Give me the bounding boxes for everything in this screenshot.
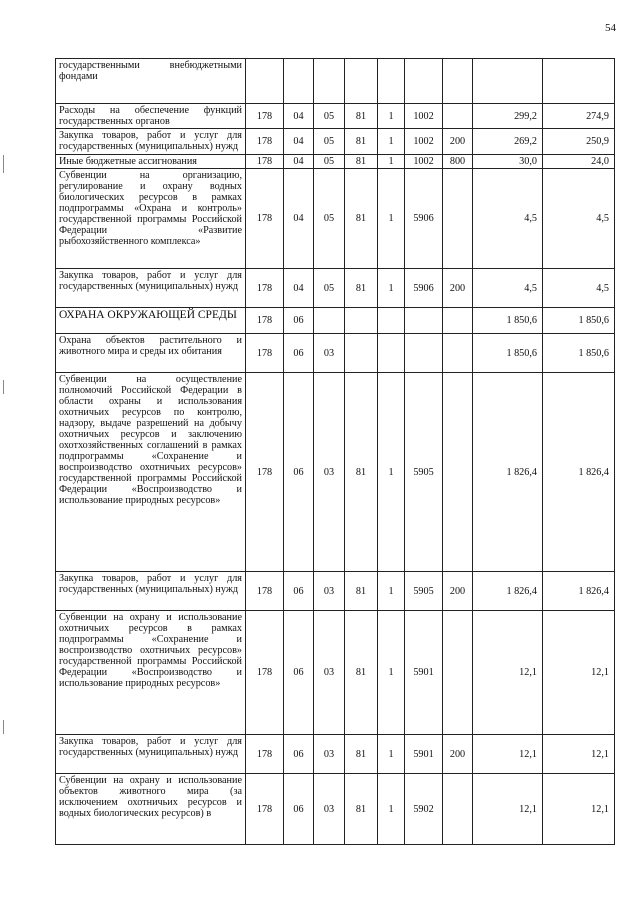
subsection-code-cell: 03: [314, 735, 345, 774]
expense-type-cell: 200: [443, 129, 473, 155]
row-name-cell: Расходы на обеспечение функций государственных органов: [56, 104, 246, 129]
subsection-code-cell: 03: [314, 373, 345, 572]
table-row: [56, 169, 615, 269]
row-name-cell: Закупка товаров, работ и услуг для государственных (муниципальных) нужд: [56, 269, 246, 308]
row-name-cell: Закупка товаров, работ и услуг для государственных (муниципальных) нужд: [56, 572, 246, 611]
subprogram-code-cell: 1: [378, 572, 405, 611]
table-row: [56, 308, 615, 334]
table-row: [56, 373, 615, 572]
amount-cell-1: 12,1: [473, 611, 543, 735]
section-code-cell: 06: [284, 611, 314, 735]
amount-cell-1: 299,2: [473, 104, 543, 129]
article-code-cell: 5906: [405, 169, 443, 269]
amount-cell-2: 1 850,6: [543, 308, 615, 334]
table-row: [56, 735, 615, 774]
amount-cell-2: 24,0: [543, 155, 615, 169]
program-code-cell: 81: [345, 269, 378, 308]
subprogram-code-cell: [378, 334, 405, 373]
amount-cell-1: 1 850,6: [473, 308, 543, 334]
code-cell: 178: [246, 373, 284, 572]
section-code-cell: 06: [284, 308, 314, 334]
program-code-cell: [345, 59, 378, 104]
budget-table: [55, 58, 615, 845]
table-body: [56, 59, 615, 845]
row-name-cell: Охрана объектов растительного и животного мира и среды их обитания: [56, 334, 246, 373]
subsection-code-cell: 05: [314, 169, 345, 269]
subsection-code-cell: [314, 308, 345, 334]
amount-cell-2: [543, 59, 615, 104]
expense-type-cell: [443, 169, 473, 269]
code-cell: 178: [246, 308, 284, 334]
row-name-cell: ОХРАНА ОКРУЖАЮЩЕЙ СРЕДЫ: [56, 308, 246, 334]
subprogram-code-cell: 1: [378, 735, 405, 774]
article-code-cell: [405, 308, 443, 334]
scan-edge-mark: [3, 380, 4, 394]
table-row: [56, 59, 615, 104]
subprogram-code-cell: [378, 308, 405, 334]
table-row: [56, 155, 615, 169]
amount-cell-1: 1 826,4: [473, 572, 543, 611]
program-code-cell: 81: [345, 373, 378, 572]
program-code-cell: 81: [345, 572, 378, 611]
amount-cell-1: 12,1: [473, 774, 543, 845]
subsection-code-cell: 03: [314, 774, 345, 845]
table-row: [56, 572, 615, 611]
table-row: [56, 104, 615, 129]
code-cell: 178: [246, 334, 284, 373]
subprogram-code-cell: 1: [378, 129, 405, 155]
amount-cell-2: 274,9: [543, 104, 615, 129]
article-code-cell: [405, 334, 443, 373]
row-name-cell: Субвенции на осуществление полномочий Российской Федерации в области охраны и использования охотничьих ресурсов по контролю, надзору, выдаче разрешений на добычу охотничьих ресурсов и заключению охотхозяйственных соглашений в рамках подпрограммы «Сохранение и воспроизводство охотничьих ресурсов» государственной программы Российской Федерации «Воспроизводство и использование природных ресурсов»: [56, 373, 246, 572]
subsection-code-cell: 03: [314, 334, 345, 373]
code-cell: [246, 59, 284, 104]
amount-cell-2: 4,5: [543, 169, 615, 269]
program-code-cell: 81: [345, 155, 378, 169]
subprogram-code-cell: 1: [378, 774, 405, 845]
article-code-cell: 1002: [405, 104, 443, 129]
amount-cell-2: 12,1: [543, 774, 615, 845]
amount-cell-1: 4,5: [473, 169, 543, 269]
row-name-cell: Закупка товаров, работ и услуг для государственных (муниципальных) нужд: [56, 735, 246, 774]
program-code-cell: 81: [345, 169, 378, 269]
expense-type-cell: [443, 59, 473, 104]
row-name-cell: Субвенции на организацию, регулирование и охрану водных биологических ресурсов в рамках подпрограммы «Охрана и контроль» государственной программы Российской Федерации «Развитие рыбохозяйственного комплекса»: [56, 169, 246, 269]
amount-cell-2: 4,5: [543, 269, 615, 308]
amount-cell-2: 250,9: [543, 129, 615, 155]
subsection-code-cell: 05: [314, 155, 345, 169]
program-code-cell: 81: [345, 774, 378, 845]
scan-edge-mark: [3, 155, 4, 173]
section-code-cell: 04: [284, 169, 314, 269]
row-name-cell: Закупка товаров, работ и услуг для государственных (муниципальных) нужд: [56, 129, 246, 155]
expense-type-cell: 800: [443, 155, 473, 169]
article-code-cell: 5905: [405, 572, 443, 611]
article-code-cell: 5906: [405, 269, 443, 308]
subprogram-code-cell: 1: [378, 373, 405, 572]
row-name-cell: государственными внебюджетными фондами: [56, 59, 246, 104]
expense-type-cell: 200: [443, 735, 473, 774]
subprogram-code-cell: 1: [378, 104, 405, 129]
article-code-cell: 1002: [405, 129, 443, 155]
subsection-code-cell: 03: [314, 611, 345, 735]
table-row: [56, 129, 615, 155]
subsection-code-cell: 05: [314, 129, 345, 155]
expense-type-cell: [443, 774, 473, 845]
subprogram-code-cell: 1: [378, 155, 405, 169]
article-code-cell: 5901: [405, 735, 443, 774]
article-code-cell: 5905: [405, 373, 443, 572]
subsection-code-cell: 03: [314, 572, 345, 611]
amount-cell-2: 1 826,4: [543, 572, 615, 611]
amount-cell-1: 12,1: [473, 735, 543, 774]
amount-cell-2: 1 826,4: [543, 373, 615, 572]
expense-type-cell: [443, 308, 473, 334]
amount-cell-2: 1 850,6: [543, 334, 615, 373]
section-code-cell: 06: [284, 774, 314, 845]
program-code-cell: [345, 308, 378, 334]
code-cell: 178: [246, 129, 284, 155]
section-code-cell: 06: [284, 572, 314, 611]
subprogram-code-cell: 1: [378, 269, 405, 308]
amount-cell-1: 4,5: [473, 269, 543, 308]
expense-type-cell: [443, 373, 473, 572]
section-code-cell: 04: [284, 269, 314, 308]
code-cell: 178: [246, 104, 284, 129]
section-code-cell: 04: [284, 104, 314, 129]
subprogram-code-cell: 1: [378, 611, 405, 735]
expense-type-cell: [443, 334, 473, 373]
subsection-code-cell: [314, 59, 345, 104]
amount-cell-2: 12,1: [543, 735, 615, 774]
row-name-cell: Субвенции на охрану и использование объектов животного мира (за исключением охотничьих ресурсов и водных биологических ресурсов) в: [56, 774, 246, 845]
amount-cell-2: 12,1: [543, 611, 615, 735]
amount-cell-1: 30,0: [473, 155, 543, 169]
subprogram-code-cell: [378, 59, 405, 104]
article-code-cell: 5901: [405, 611, 443, 735]
amount-cell-1: 269,2: [473, 129, 543, 155]
subsection-code-cell: 05: [314, 104, 345, 129]
section-code-cell: 04: [284, 155, 314, 169]
expense-type-cell: 200: [443, 269, 473, 308]
section-code-cell: [284, 59, 314, 104]
section-code-cell: 04: [284, 129, 314, 155]
expense-type-cell: 200: [443, 572, 473, 611]
article-code-cell: [405, 59, 443, 104]
code-cell: 178: [246, 774, 284, 845]
subprogram-code-cell: 1: [378, 169, 405, 269]
expense-type-cell: [443, 611, 473, 735]
code-cell: 178: [246, 572, 284, 611]
amount-cell-1: 1 850,6: [473, 334, 543, 373]
subsection-code-cell: 05: [314, 269, 345, 308]
amount-cell-1: 1 826,4: [473, 373, 543, 572]
code-cell: 178: [246, 735, 284, 774]
code-cell: 178: [246, 269, 284, 308]
table-row: [56, 611, 615, 735]
section-code-cell: 06: [284, 735, 314, 774]
program-code-cell: 81: [345, 611, 378, 735]
article-code-cell: 1002: [405, 155, 443, 169]
table-row: [56, 774, 615, 845]
section-code-cell: 06: [284, 373, 314, 572]
code-cell: 178: [246, 611, 284, 735]
page-number: 54: [605, 22, 616, 34]
row-name-cell: Иные бюджетные ассигнования: [56, 155, 246, 169]
scan-edge-mark: [3, 720, 4, 734]
code-cell: 178: [246, 155, 284, 169]
program-code-cell: 81: [345, 735, 378, 774]
expense-type-cell: [443, 104, 473, 129]
table-row: [56, 269, 615, 308]
table-row: [56, 334, 615, 373]
program-code-cell: [345, 334, 378, 373]
section-code-cell: 06: [284, 334, 314, 373]
row-name-cell: Субвенции на охрану и использование охотничьих ресурсов в рамках подпрограммы «Сохранение и воспроизводство охотничьих ресурсов» государственной программы Российской Федерации «Воспроизводство и использование природных ресурсов»: [56, 611, 246, 735]
article-code-cell: 5902: [405, 774, 443, 845]
program-code-cell: 81: [345, 129, 378, 155]
amount-cell-1: [473, 59, 543, 104]
program-code-cell: 81: [345, 104, 378, 129]
code-cell: 178: [246, 169, 284, 269]
